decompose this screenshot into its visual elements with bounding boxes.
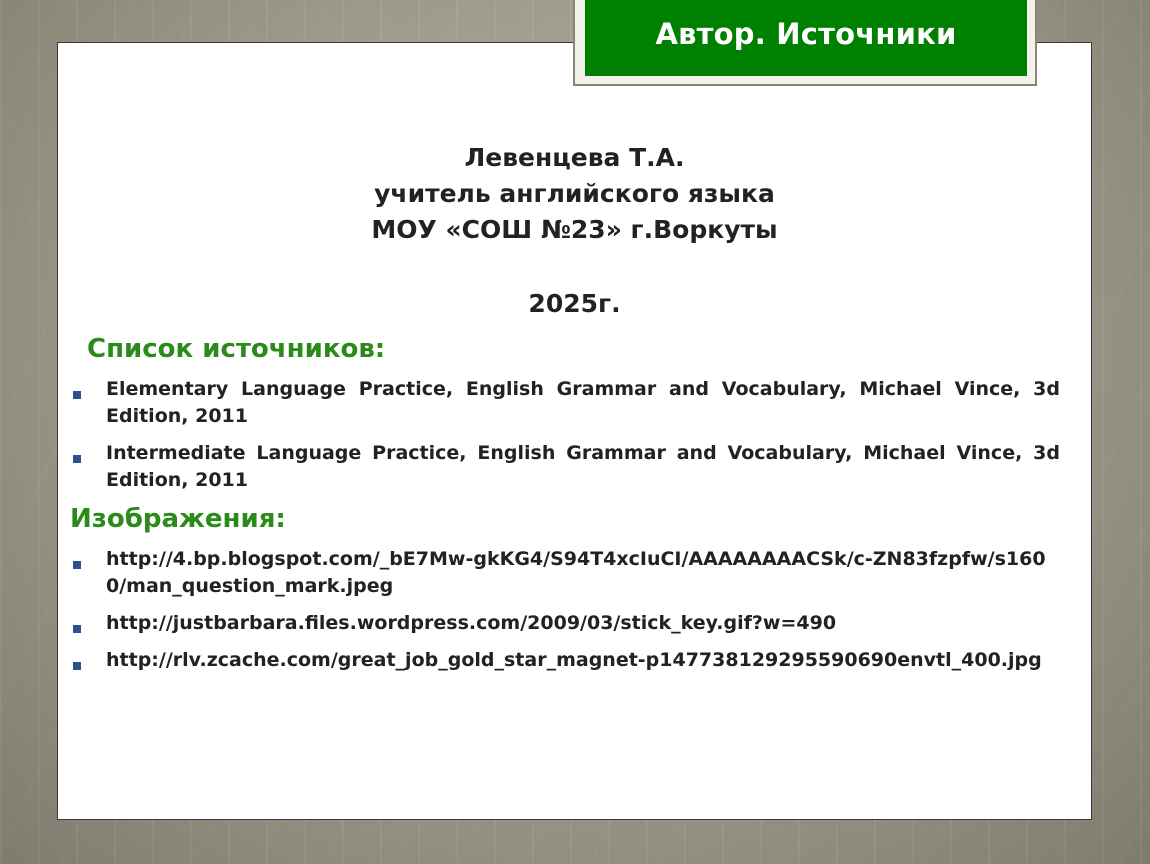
images-list bbox=[70, 546, 1060, 684]
image-url[interactable]: http://justbarbara.files.wordpress.com/2009/03/stick_key.gif?w=490 bbox=[106, 612, 837, 634]
square-bullet-icon bbox=[73, 391, 81, 399]
square-bullet-icon bbox=[73, 561, 81, 569]
images-heading: Изображения: bbox=[70, 504, 286, 534]
slide-title: Автор. Источники bbox=[585, 0, 1027, 76]
list-item bbox=[70, 647, 1060, 674]
title-tab bbox=[573, 0, 1037, 86]
author-year: 2025г. bbox=[528, 289, 621, 318]
sources-heading: Список источников: bbox=[87, 334, 386, 364]
author-block bbox=[57, 140, 1092, 322]
source-text: Elementary Language Practice, English Grammar and Vocabulary, Michael Vince, 3d Edition, 2011 bbox=[106, 378, 1060, 427]
list-item bbox=[70, 440, 1060, 494]
author-school: МОУ «СОШ №23» г.Воркуты bbox=[371, 215, 778, 244]
source-text: Intermediate Language Practice, English Grammar and Vocabulary, Michael Vince, 3d Edition, 2011 bbox=[106, 442, 1060, 491]
square-bullet-icon bbox=[73, 625, 81, 633]
author-name: Левенцева Т.А. bbox=[464, 143, 685, 172]
list-item bbox=[70, 610, 1060, 637]
author-position: учитель английского языка bbox=[374, 179, 775, 208]
list-item bbox=[70, 376, 1060, 430]
image-url[interactable]: http://4.bp.blogspot.com/_bE7Mw-gkKG4/S94T4xcIuCI/AAAAAAAACSk/c-ZN83fzpfw/s1600/man_question_mark.jpeg bbox=[106, 548, 1046, 597]
square-bullet-icon bbox=[73, 455, 81, 463]
sources-list bbox=[70, 376, 1060, 504]
square-bullet-icon bbox=[73, 662, 81, 670]
list-item bbox=[70, 546, 1060, 600]
image-url[interactable]: http://rlv.zcache.com/great_job_gold_star_magnet-p147738129295590690envtl_400.jpg bbox=[106, 649, 1042, 671]
